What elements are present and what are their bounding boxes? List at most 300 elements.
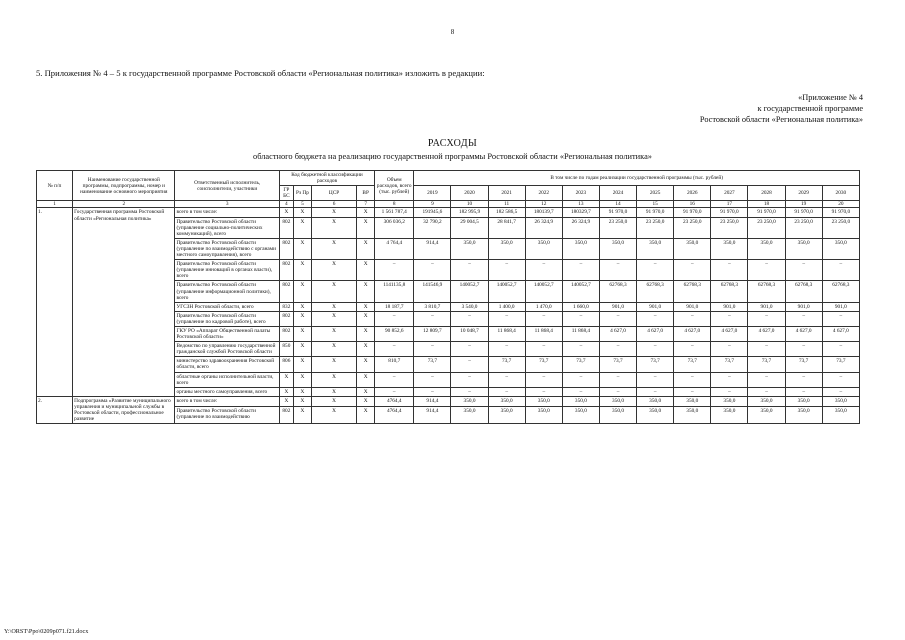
year-value-cell: – [451,357,488,372]
table-row [37,208,860,217]
csr-cell: Х [311,238,356,259]
row-number: 1. [37,208,73,396]
year-value-cell: 23 250,0 [822,217,859,238]
year-value-cell: – [525,387,562,396]
year-value-cell: 73,7 [562,357,599,372]
year-value-cell: 350,0 [488,238,525,259]
year-value-cell: 350,0 [822,238,859,259]
year-value-cell: – [599,372,636,387]
rzpr-cell: Х [293,260,311,281]
column-number: 20 [822,201,859,208]
year-value-cell: 140052,7 [488,281,525,302]
column-number: 8 [375,201,414,208]
year-value-cell: – [599,342,636,357]
document-title: РАСХОДЫ [427,138,478,149]
year-value-cell: 350,0 [451,407,488,424]
year-value-cell: – [748,311,785,326]
header-year: 2026 [674,186,711,201]
appendix-line: «Приложение № 4 [798,93,863,102]
csr-cell: Х [311,396,356,406]
total-cell: 810,7 [375,357,414,372]
year-value-cell: 26 324,9 [562,217,599,238]
responsible-cell: Правительство Ростовской области (управление по взаимодействию с органами местного самоуправления), всего [175,238,279,259]
year-value-cell: 32 790,2 [414,217,451,238]
year-value-cell: – [488,311,525,326]
total-cell: – [375,260,414,281]
year-value-cell: – [711,311,748,326]
year-value-cell: 91 970,0 [748,208,785,217]
intro-paragraph: 5. Приложения № 4 – 5 к государственной программе Ростовской области «Региональная политика» изложить в редакции: [36,68,485,78]
rzpr-cell: Х [293,238,311,259]
column-number: 2 [73,201,175,208]
year-value-cell: 4 627,0 [711,326,748,341]
year-value-cell: – [785,311,822,326]
year-value-cell: – [711,372,748,387]
year-value-cell: 1 660,0 [562,302,599,311]
grbs-cell: 802 [279,281,293,302]
responsible-cell: всего в том числе: [175,208,279,217]
grbs-cell: 802 [279,326,293,341]
rzpr-cell: Х [293,311,311,326]
year-value-cell: 350,0 [711,407,748,424]
year-value-cell: 26 324,9 [525,217,562,238]
year-value-cell: 350,0 [599,407,636,424]
year-value-cell: – [674,342,711,357]
column-number: 6 [311,201,356,208]
year-value-cell: 901,0 [711,302,748,311]
year-value-cell: 73,7 [711,357,748,372]
csr-cell: Х [311,342,356,357]
year-value-cell: 350,0 [748,407,785,424]
year-value-cell: – [562,342,599,357]
column-number: 17 [711,201,748,208]
year-value-cell: 350,0 [711,396,748,406]
year-value-cell: 901,0 [637,302,674,311]
header-year: 2030 [822,186,859,201]
responsible-cell: Правительство Ростовской области (управление информационной политики), всего [175,281,279,302]
year-value-cell: 350,0 [488,396,525,406]
year-value-cell: 73,7 [637,357,674,372]
year-value-cell: 901,0 [748,302,785,311]
total-cell: 90 852,6 [375,326,414,341]
year-value-cell: 73,7 [674,357,711,372]
rzpr-cell: Х [293,217,311,238]
year-value-cell: – [674,387,711,396]
rzpr-cell: Х [293,208,311,217]
year-value-cell: 62768,3 [674,281,711,302]
year-value-cell: 350,0 [674,238,711,259]
year-value-cell: 62768,3 [599,281,636,302]
vr-cell: Х [357,396,375,406]
header-year: 2027 [711,186,748,201]
year-value-cell: 91 970,0 [637,208,674,217]
year-value-cell: – [822,372,859,387]
csr-cell: Х [311,372,356,387]
year-value-cell: 350,0 [822,407,859,424]
header-year: 2021 [488,186,525,201]
year-value-cell: – [637,387,674,396]
year-value-cell: 4 627,0 [674,326,711,341]
year-value-cell: – [451,387,488,396]
grbs-cell: 802 [279,407,293,424]
year-value-cell: 1 400,0 [488,302,525,311]
rzpr-cell: Х [293,302,311,311]
table-row [37,396,860,406]
grbs-cell: 806 [279,357,293,372]
year-value-cell: 140052,7 [451,281,488,302]
column-number: 15 [637,201,674,208]
header-year: 2019 [414,186,451,201]
year-value-cell: – [451,260,488,281]
program-name: Подпрограмма «Развитие муниципального управления и муниципальной службы в Ростовской области, профессиональное развитие [73,396,175,423]
year-value-cell: 182 586,5 [488,208,525,217]
vr-cell: Х [357,372,375,387]
grbs-cell: Х [279,387,293,396]
year-value-cell: – [414,342,451,357]
year-value-cell: 28 841,7 [488,217,525,238]
grbs-cell: 802 [279,311,293,326]
responsible-cell: Правительство Ростовской области (управление по кадровой работе), всего [175,311,279,326]
responsible-cell: министерство здравоохранения Ростовской области, всего [175,357,279,372]
year-value-cell: 140052,7 [525,281,562,302]
csr-cell: Х [311,387,356,396]
year-value-cell: 350,0 [748,238,785,259]
year-value-cell: 4 627,0 [748,326,785,341]
responsible-cell: всего в том числе: [175,396,279,406]
vr-cell: Х [357,387,375,396]
year-value-cell: – [674,372,711,387]
appendix-block [603,92,863,125]
year-value-cell: 91 970,0 [674,208,711,217]
year-value-cell: – [525,311,562,326]
year-value-cell: – [711,387,748,396]
year-value-cell: – [562,311,599,326]
column-number: 12 [525,201,562,208]
header-name: Наименование государственной программы, подпрограммы, номер и наименование основного мероприятия [73,171,175,201]
csr-cell: Х [311,407,356,424]
year-value-cell: 3 540,0 [451,302,488,311]
year-value-cell: 4 627,0 [637,326,674,341]
year-value-cell: 23 250,0 [785,217,822,238]
year-value-cell: – [414,260,451,281]
year-value-cell: 62768,3 [822,281,859,302]
year-value-cell: – [785,372,822,387]
responsible-cell: областные органы исполнительной власти, всего [175,372,279,387]
header-volume: Объем расходов, всего (тыс. рублей) [375,171,414,201]
year-value-cell: 914,4 [414,238,451,259]
year-value-cell: – [525,260,562,281]
year-value-cell: 350,0 [599,238,636,259]
header-no: № п/п [37,171,73,201]
header-year: 2025 [637,186,674,201]
year-value-cell: 350,0 [822,396,859,406]
column-number: 11 [488,201,525,208]
year-value-cell: 62768,3 [748,281,785,302]
year-value-cell: 350,0 [562,396,599,406]
vr-cell: Х [357,311,375,326]
header-year: 2023 [562,186,599,201]
vr-cell: Х [357,326,375,341]
year-value-cell: 350,0 [562,238,599,259]
csr-cell: Х [311,311,356,326]
year-value-cell: – [674,311,711,326]
year-value-cell: – [451,342,488,357]
responsible-cell: Правительство Ростовской области (управление инноваций в органах власти), всего [175,260,279,281]
year-value-cell: 73,7 [525,357,562,372]
total-cell: 4764,4 [375,396,414,406]
year-value-cell: 4 627,0 [599,326,636,341]
column-number: 1 [37,201,73,208]
year-value-cell: 141546,9 [414,281,451,302]
year-value-cell: – [414,311,451,326]
year-value-cell: 350,0 [785,396,822,406]
year-value-cell: – [488,260,525,281]
year-value-cell: – [748,372,785,387]
csr-cell: Х [311,208,356,217]
total-cell: 306 036,2 [375,217,414,238]
year-value-cell: 91 970,0 [785,208,822,217]
column-number: 14 [599,201,636,208]
appendix-line: к государственной программе [757,104,863,113]
year-value-cell: 350,0 [525,396,562,406]
vr-cell: Х [357,260,375,281]
year-value-cell: 11 868,4 [488,326,525,341]
year-value-cell: 4 627,0 [785,326,822,341]
column-number: 18 [748,201,785,208]
year-value-cell: 901,0 [674,302,711,311]
year-value-cell: – [599,311,636,326]
rzpr-cell: Х [293,326,311,341]
year-value-cell: 73,7 [822,357,859,372]
year-value-cell: – [748,342,785,357]
year-value-cell: 180329,7 [562,208,599,217]
year-value-cell: – [785,260,822,281]
rzpr-cell: Х [293,342,311,357]
year-value-cell: – [822,311,859,326]
year-value-cell: 1 470,0 [525,302,562,311]
year-value-cell: – [562,260,599,281]
total-cell: 1 561 787,4 [375,208,414,217]
row-number: 2. [37,396,73,423]
year-value-cell: 350,0 [674,407,711,424]
rzpr-cell: Х [293,281,311,302]
year-value-cell: 73,7 [599,357,636,372]
year-value-cell: – [599,387,636,396]
year-value-cell: 3 810,7 [414,302,451,311]
year-value-cell: – [785,342,822,357]
year-value-cell: 914,4 [414,407,451,424]
column-number: 13 [562,201,599,208]
year-value-cell: 91 970,0 [599,208,636,217]
total-cell: – [375,342,414,357]
total-cell: 4 764,4 [375,238,414,259]
year-value-cell: – [748,387,785,396]
year-value-cell: – [488,342,525,357]
header-year: 2024 [599,186,636,201]
header-budget-code: Код бюджетной классификации расходов [279,171,374,186]
year-value-cell: 350,0 [637,396,674,406]
expenses-table [36,170,860,424]
csr-cell: Х [311,217,356,238]
year-value-cell: – [562,372,599,387]
rzpr-cell: Х [293,396,311,406]
year-value-cell: 350,0 [451,396,488,406]
vr-cell: Х [357,217,375,238]
vr-cell: Х [357,407,375,424]
year-value-cell: 350,0 [785,407,822,424]
header-csr: ЦСР [311,186,356,201]
year-value-cell: 23 250,0 [599,217,636,238]
grbs-cell: Х [279,396,293,406]
vr-cell: Х [357,208,375,217]
grbs-cell: Х [279,372,293,387]
year-value-cell: 191945,6 [414,208,451,217]
year-value-cell: 350,0 [525,407,562,424]
year-value-cell: – [562,387,599,396]
year-value-cell: – [711,260,748,281]
year-value-cell: 23 250,0 [711,217,748,238]
column-number: 7 [357,201,375,208]
header-by-years: В том числе по годам реализации государственной программы (тыс. рублей) [414,171,860,186]
total-cell: – [375,311,414,326]
vr-cell: Х [357,302,375,311]
grbs-cell: 802 [279,217,293,238]
header-year: 2022 [525,186,562,201]
appendix-line: Ростовской области «Региональная политика» [699,115,863,124]
header-grbs: ГР БС [279,186,293,201]
year-value-cell: 350,0 [785,238,822,259]
csr-cell: Х [311,326,356,341]
year-value-cell: 901,0 [822,302,859,311]
column-number: 9 [414,201,451,208]
year-value-cell: – [488,372,525,387]
total-cell: 4764,4 [375,407,414,424]
year-value-cell: – [525,372,562,387]
year-value-cell: 11 868,4 [562,326,599,341]
year-value-cell: – [711,342,748,357]
responsible-cell: УГСЗН Ростовской области, всего [175,302,279,311]
header-year: 2028 [748,186,785,201]
page-number: 8 [450,28,455,36]
year-value-cell: 73,7 [414,357,451,372]
year-value-cell: 350,0 [637,238,674,259]
rzpr-cell: Х [293,387,311,396]
year-value-cell: 73,7 [488,357,525,372]
year-value-cell: – [414,387,451,396]
year-value-cell: 350,0 [674,396,711,406]
grbs-cell: 850 [279,342,293,357]
header-year: 2020 [451,186,488,201]
csr-cell: Х [311,260,356,281]
year-value-cell: 73,7 [785,357,822,372]
total-cell: – [375,387,414,396]
year-value-cell: – [525,342,562,357]
grbs-cell: 802 [279,260,293,281]
year-value-cell: 23 250,0 [748,217,785,238]
year-value-cell: 901,0 [599,302,636,311]
year-value-cell: – [637,342,674,357]
year-value-cell: 12 809,7 [414,326,451,341]
grbs-cell: Х [279,208,293,217]
year-value-cell: 73,7 [748,357,785,372]
csr-cell: Х [311,357,356,372]
responsible-cell: Правительство Ростовской области (управление социально-политических коммуникаций), всего [175,217,279,238]
file-path-footer: Y:\ORST\Ppo\0209p071.f21.docx [4,628,89,635]
year-value-cell: 901,0 [785,302,822,311]
year-value-cell: – [637,311,674,326]
column-number: 16 [674,201,711,208]
grbs-cell: 832 [279,302,293,311]
year-value-cell: 350,0 [525,238,562,259]
vr-cell: Х [357,238,375,259]
total-cell: 18 187,7 [375,302,414,311]
header-responsible: Ответственный исполнитель, соисполнители, участники [175,171,279,201]
header-vr: ВР [357,186,375,201]
responsible-cell: ГКУ РО «Аппарат Общественной палаты Ростовской области» [175,326,279,341]
year-value-cell: – [822,260,859,281]
year-value-cell: 91 970,0 [822,208,859,217]
header-rzpr: Рз Пр [293,186,311,201]
year-value-cell: 914,4 [414,396,451,406]
year-value-cell: – [488,387,525,396]
program-name: Государственная программа Ростовской области «Региональная политика» [73,208,175,396]
year-value-cell: 140052,7 [562,281,599,302]
csr-cell: Х [311,281,356,302]
year-value-cell: – [822,342,859,357]
year-value-cell: – [748,260,785,281]
csr-cell: Х [311,302,356,311]
year-value-cell: – [414,372,451,387]
year-value-cell: 91 970,0 [711,208,748,217]
year-value-cell: – [822,387,859,396]
year-value-cell: – [637,372,674,387]
total-cell: 1141135,8 [375,281,414,302]
vr-cell: Х [357,357,375,372]
year-value-cell: 182 995,9 [451,208,488,217]
year-value-cell: 350,0 [637,407,674,424]
year-value-cell: – [637,260,674,281]
year-value-cell: 350,0 [562,407,599,424]
year-value-cell: 62768,3 [637,281,674,302]
year-value-cell: 350,0 [599,396,636,406]
year-value-cell: – [451,311,488,326]
year-value-cell: 23 250,0 [637,217,674,238]
responsible-cell: Ведомство по управлению государственной гражданской службой Ростовской области [175,342,279,357]
responsible-cell: органы местного самоуправления, всего [175,387,279,396]
year-value-cell: 10 048,7 [451,326,488,341]
rzpr-cell: Х [293,407,311,424]
vr-cell: Х [357,342,375,357]
year-value-cell: – [674,260,711,281]
column-number: 4 [279,201,293,208]
year-value-cell: 350,0 [488,407,525,424]
column-number: 3 [175,201,279,208]
responsible-cell: Правительство Ростовской области (управление по взаимодействию [175,407,279,424]
year-value-cell: 29 004,5 [451,217,488,238]
year-value-cell: 62768,3 [785,281,822,302]
year-value-cell: 350,0 [451,238,488,259]
rzpr-cell: Х [293,357,311,372]
year-value-cell: – [451,372,488,387]
column-number: 5 [293,201,311,208]
year-value-cell: 180139,7 [525,208,562,217]
year-value-cell: 11 868,4 [525,326,562,341]
year-value-cell: 4 627,0 [822,326,859,341]
column-number: 10 [451,201,488,208]
year-value-cell: – [785,387,822,396]
column-number-row [37,201,860,208]
header-year: 2029 [785,186,822,201]
